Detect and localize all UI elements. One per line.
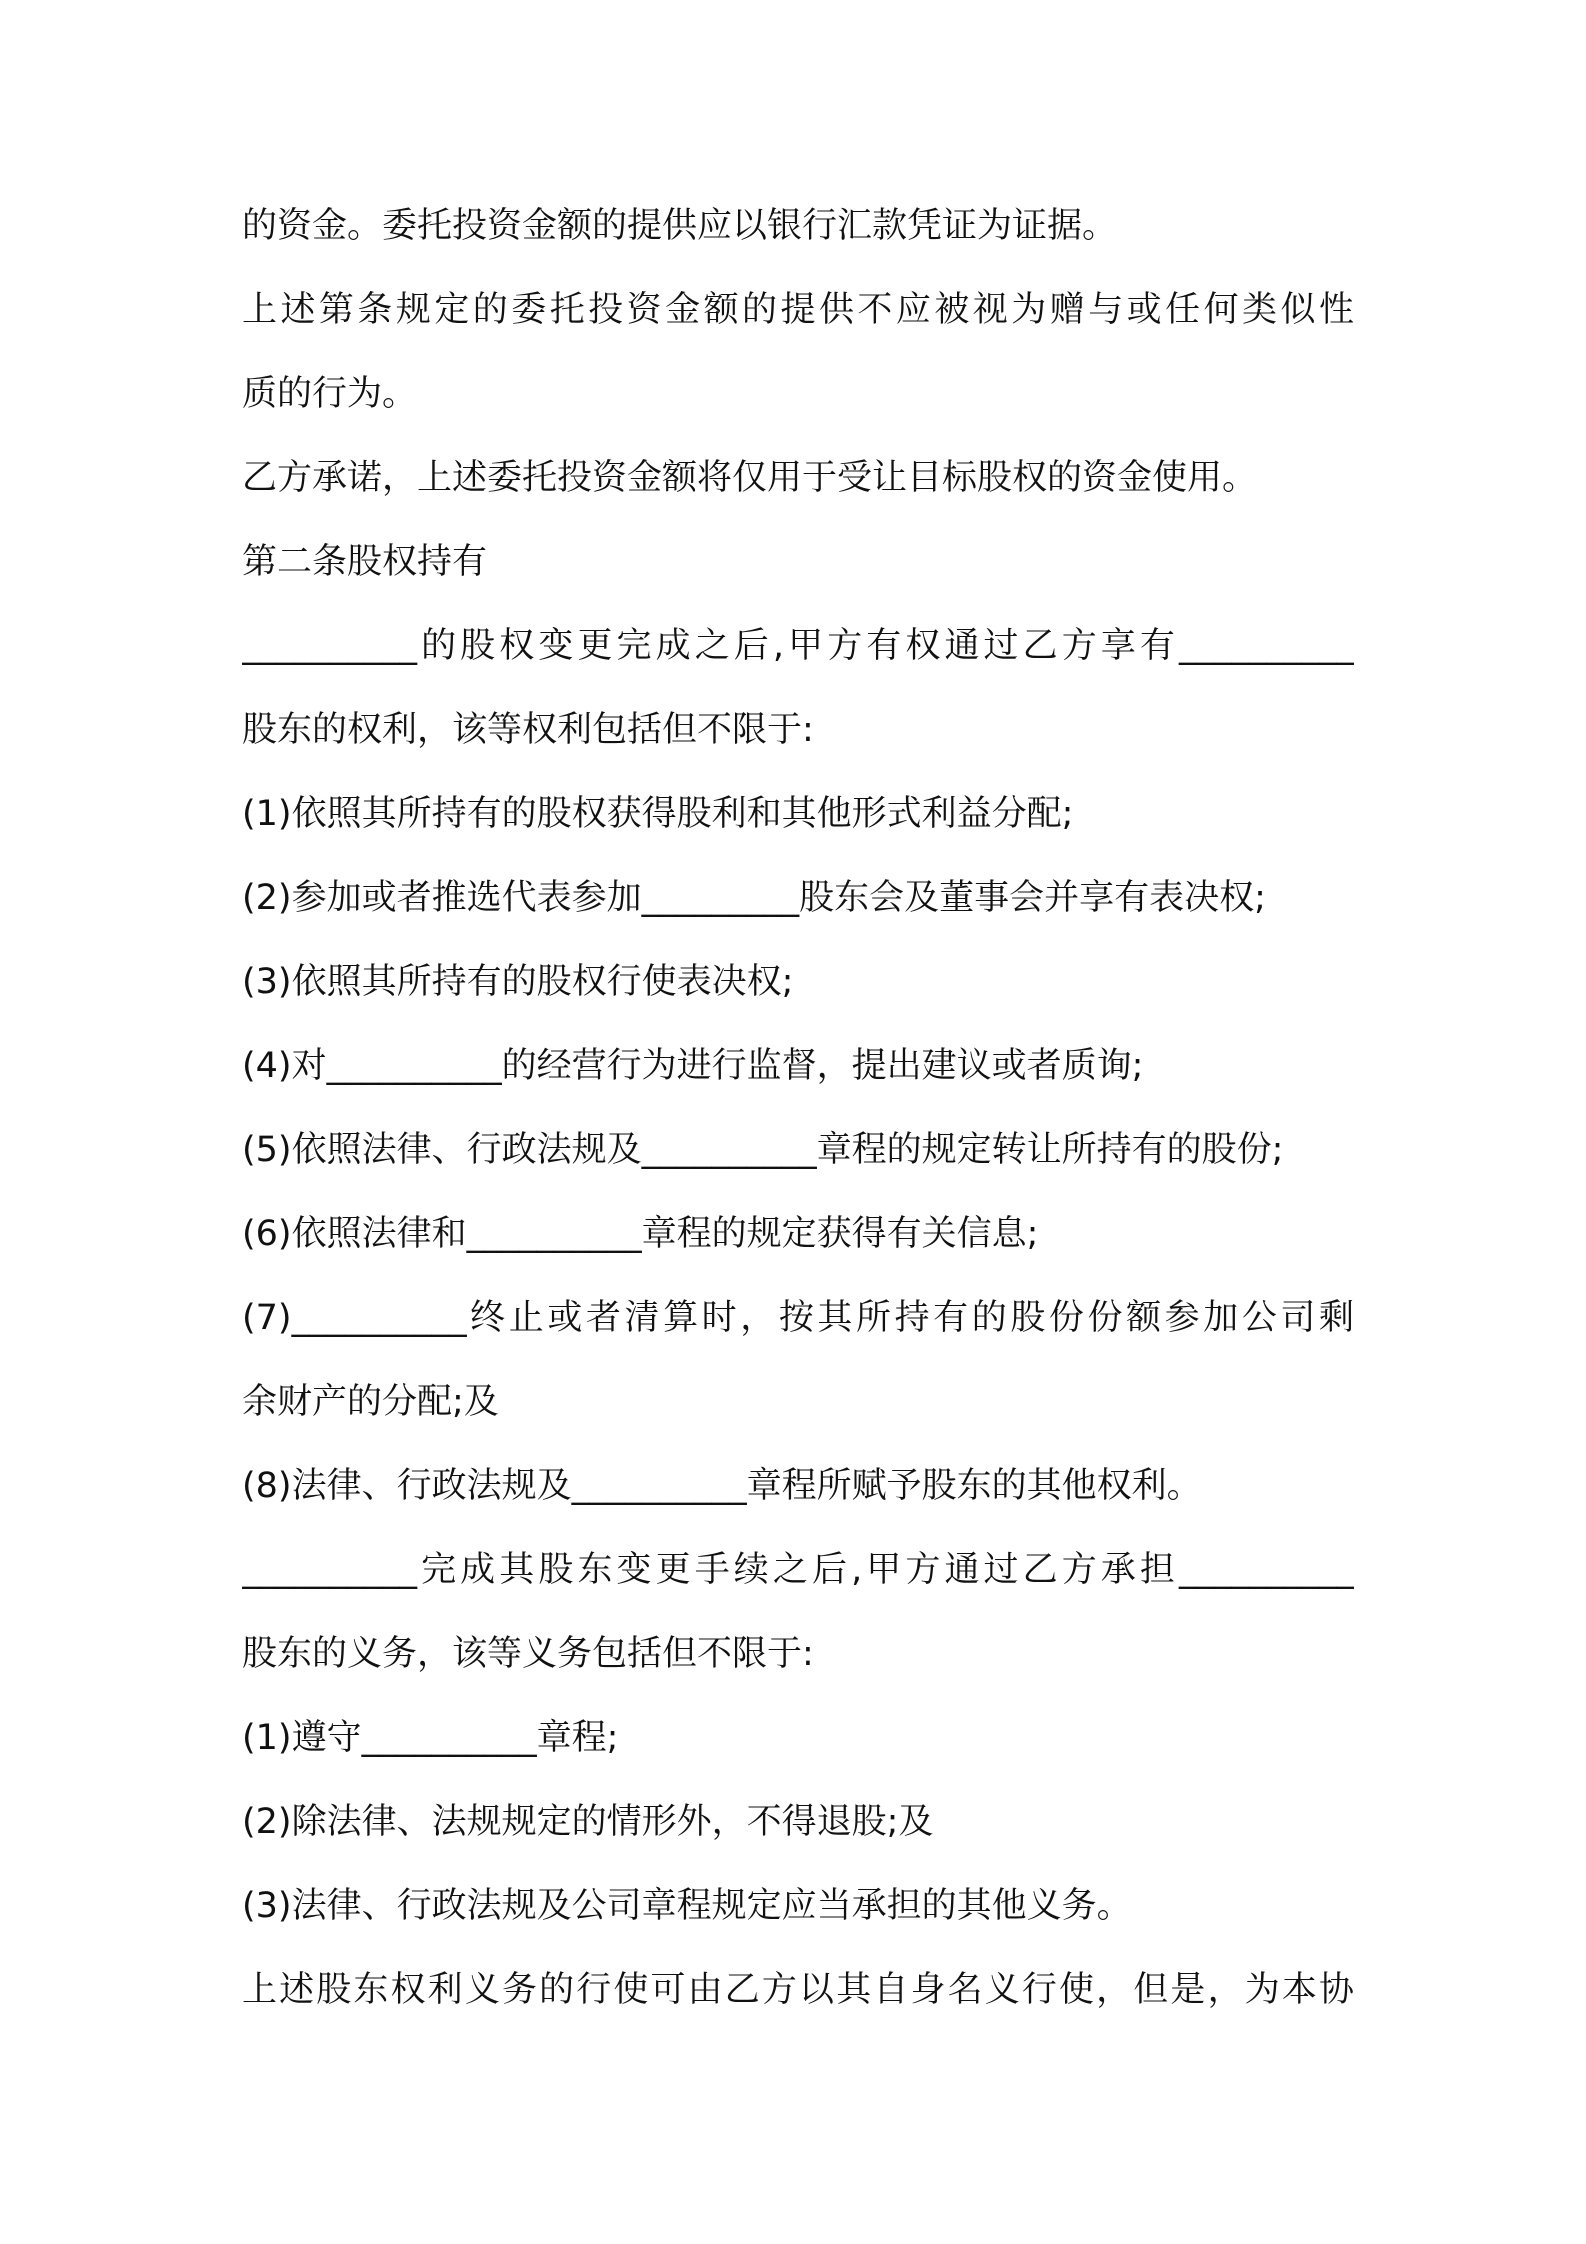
- list-item: (2)除法律、法规规定的情形外，不得退股;及: [242, 1802, 934, 1842]
- paragraph-line: 的资金。委托投资金额的提供应以银行汇款凭证为证据。: [242, 206, 1118, 246]
- list-item: (1)依照其所持有的股权获得股利和其他形式利益分配;: [242, 794, 1074, 834]
- list-item: (1)遵守__________章程;: [242, 1718, 619, 1758]
- paragraph-line: 质的行为。: [242, 374, 418, 414]
- list-item: (7)__________终止或者清算时，按其所持有的股份份额参加公司剩: [242, 1298, 1354, 1338]
- list-item: (8)法律、行政法规及__________章程所赋予股东的其他权利。: [242, 1466, 1202, 1506]
- paragraph-line: 上述股东权利义务的行使可由乙方以其自身名义行使，但是，为本协: [242, 1970, 1354, 2010]
- paragraph-line: 股东的权利，该等权利包括但不限于:: [242, 710, 814, 750]
- list-item: (3)法律、行政法规及公司章程规定应当承担的其他义务。: [242, 1886, 1132, 1926]
- list-item-continuation: 余财产的分配;及: [242, 1382, 499, 1422]
- list-item: (6)依照法律和__________章程的规定获得有关信息;: [242, 1214, 1039, 1254]
- list-item: (5)依照法律、行政法规及__________章程的规定转让所持有的股份;: [242, 1130, 1284, 1170]
- paragraph-line: __________的股权变更完成之后,甲方有权通过乙方享有__________: [242, 626, 1354, 666]
- paragraph-line: 上述第条规定的委托投资金额的提供不应被视为赠与或任何类似性: [242, 290, 1354, 330]
- list-item: (2)参加或者推选代表参加_________股东会及董事会并享有表决权;: [242, 878, 1266, 918]
- paragraph-line: 股东的义务，该等义务包括但不限于:: [242, 1634, 814, 1674]
- list-item: (4)对__________的经营行为进行监督，提出建议或者质询;: [242, 1046, 1144, 1086]
- paragraph-line: __________完成其股东变更手续之后,甲方通过乙方承担__________: [242, 1550, 1354, 1590]
- list-item: (3)依照其所持有的股权行使表决权;: [242, 962, 794, 1002]
- paragraph-line: 乙方承诺，上述委托投资金额将仅用于受让目标股权的资金使用。: [242, 458, 1258, 498]
- section-heading: 第二条股权持有: [242, 542, 488, 582]
